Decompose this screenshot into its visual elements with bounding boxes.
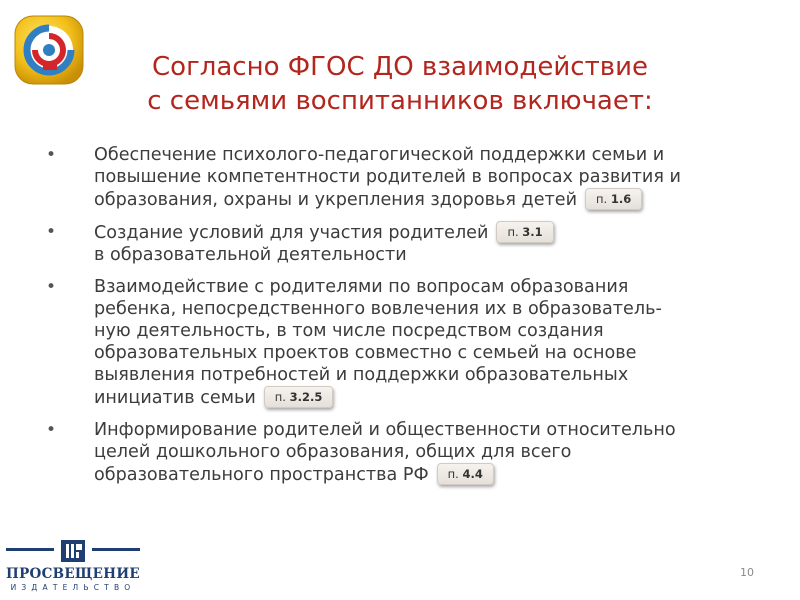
fgos-logo-icon [13,14,85,86]
bullet-text [94,223,554,265]
prosveshchenie-emblem-icon [59,538,87,564]
bullet-text-line-2: в образовательной деятельности [94,245,407,265]
reference-badge [437,463,494,485]
slide-title-line-1: Согласно ФГОС ДО взаимодействие [152,52,648,82]
bullet-icon: • [46,277,57,297]
bullet-item [40,221,770,266]
bullet-text: Взаимодействие с родителями по вопросам образования ребенка, непосредственного вовлечения их в образователь- ную деятельность, в том числе посредством создания образовательных проектов совместно с семьей на основе выявления потребностей и поддержки образовательных инициатив семьи [94,277,662,408]
bullet-text: Информирование родителей и общественности относительно целей дошкольного образования, общих для всего образовательного пространства РФ [94,420,676,485]
reference-prefix: п. [447,467,459,481]
reference-badge [496,221,553,243]
bullet-list [40,144,770,496]
reference-number: 4.4 [462,467,483,481]
bullet-icon: • [46,222,57,242]
bullet-text: Обеспечение психолого-педагогической поддержки семьи и повышение компетентности родителей в вопросах развития и образования, охраны и укрепления здоровья детей [94,145,681,210]
publisher-name: ПРОСВЕЩЕНИЕ [6,566,140,582]
publisher-line-left [6,548,54,551]
reference-prefix: п. [596,192,608,206]
reference-badge [585,188,642,210]
reference-number: 1.6 [610,192,632,206]
bullet-item [40,144,770,211]
bullet-item [40,419,770,486]
publisher-subtitle: ИЗДАТЕЛЬСТВО [10,583,136,592]
reference-prefix: п. [274,390,286,404]
bullet-item [40,276,770,409]
page-number: 10 [740,566,754,579]
bullet-text-line-1: Создание условий для участия родителей [94,223,489,243]
slide-title-line-2: с семьями воспитанников включает: [147,86,653,116]
publisher-line-right [92,548,140,551]
reference-number: 3.1 [522,225,543,239]
publisher-logo [4,538,142,592]
bullet-icon: • [46,420,57,440]
bullet-icon: • [46,145,57,165]
reference-badge [264,386,334,408]
reference-number: 3.2.5 [289,390,323,404]
slide-title [100,50,700,118]
reference-prefix: п. [507,225,519,239]
